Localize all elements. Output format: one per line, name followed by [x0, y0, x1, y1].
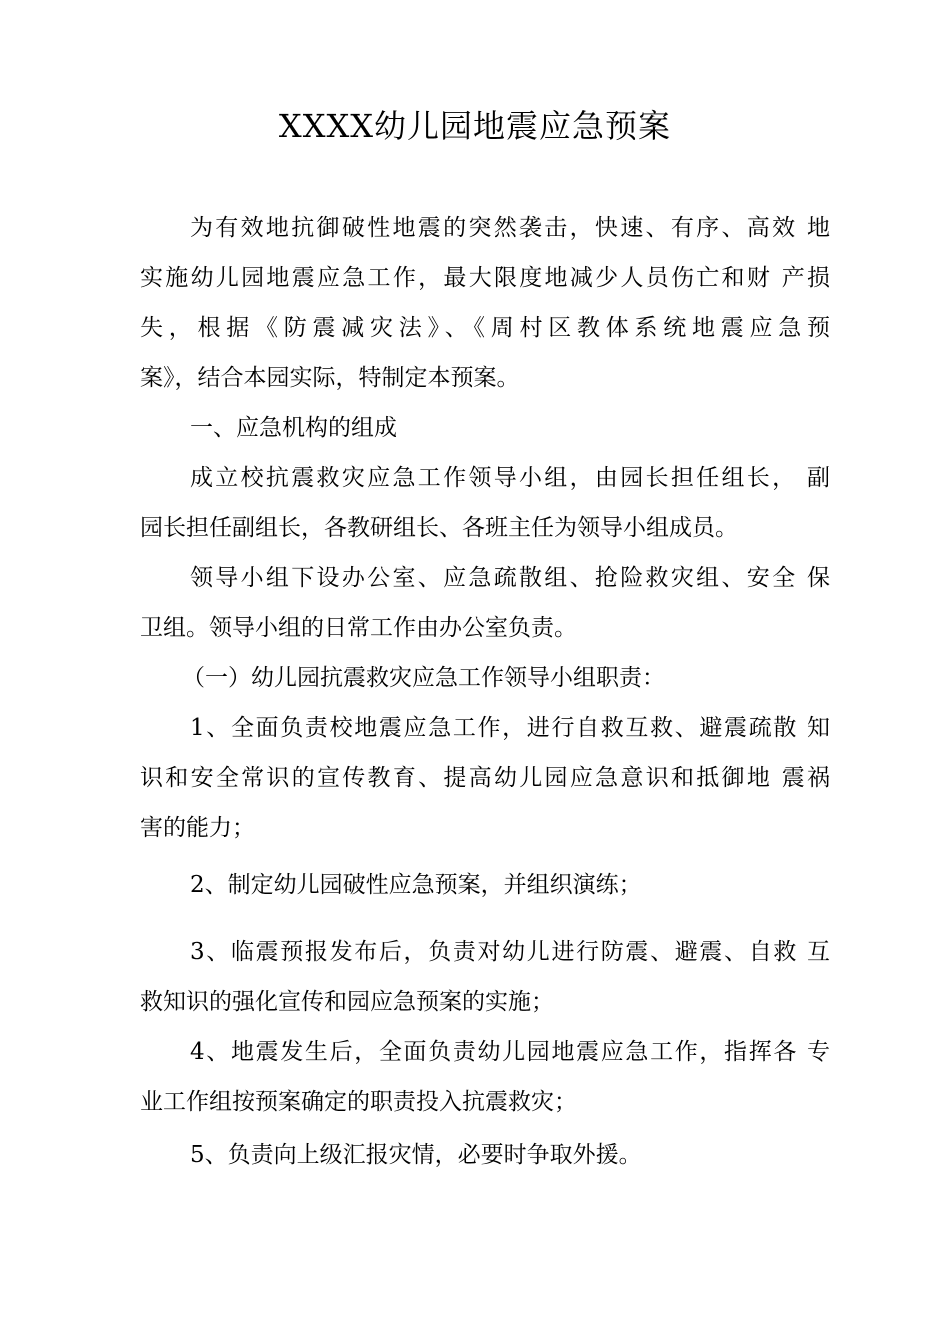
item1-line-1: 1、全面负责校地震应急工作，进行自救互救、避震疏散 知 — [190, 715, 830, 741]
section1-para1-line-2: 园长担任副组长，各教研组长、各班主任为领导小组成员。 — [140, 515, 738, 541]
section1-para2-line-2: 卫组。领导小组的日常工作由办公室负责。 — [140, 615, 577, 641]
intro-line-4: 案》，结合本园实际，特制定本预案。 — [140, 365, 520, 391]
item1-line-2: 识和安全常识的宣传教育、提高幼儿园应急意识和抵御地 震祸 — [140, 765, 830, 791]
intro-line-1: 为有效地抗御破性地震的突然袭击，快速、有序、高效 地 — [190, 215, 830, 241]
item2-line: 2、制定幼儿园破性应急预案，并组织演练； — [190, 872, 642, 898]
item1-line-3: 害的能力； — [140, 815, 255, 841]
section1-para1-line-1: 成立校抗震救灾应急工作领导小组，由园长担任组长， 副 — [190, 465, 830, 491]
section1-para2-line-1: 领导小组下设办公室、应急疏散组、抢险救灾组、安全 保 — [190, 565, 830, 591]
intro-line-2: 实施幼儿园地震应急工作，最大限度地减少人员伤亡和财 产损 — [140, 265, 830, 291]
item4-line-2: 业工作组按预案确定的职责投入抗震救灾； — [140, 1089, 577, 1115]
subsection1-heading: （一）幼儿园抗震救灾应急工作领导小组职责： — [182, 665, 665, 691]
item3-line-1: 3、临震预报发布后，负责对幼儿进行防震、避震、自救 互 — [190, 939, 830, 965]
item4-line-1: 4、地震发生后，全面负责幼儿园地震应急工作，指挥各 专 — [190, 1039, 830, 1065]
item3-line-2: 救知识的强化宣传和园应急预案的实施； — [140, 989, 554, 1015]
item5-line: 5、负责向上级汇报灾情，必要时争取外援。 — [190, 1142, 642, 1168]
section1-heading: 一、应急机构的组成 — [190, 415, 397, 441]
intro-line-3: 失，根据《防震减灾法》、《周村区教体系统地震应急预 — [140, 315, 830, 341]
document-title: XXXX幼儿园地震应急预案 — [278, 107, 672, 145]
